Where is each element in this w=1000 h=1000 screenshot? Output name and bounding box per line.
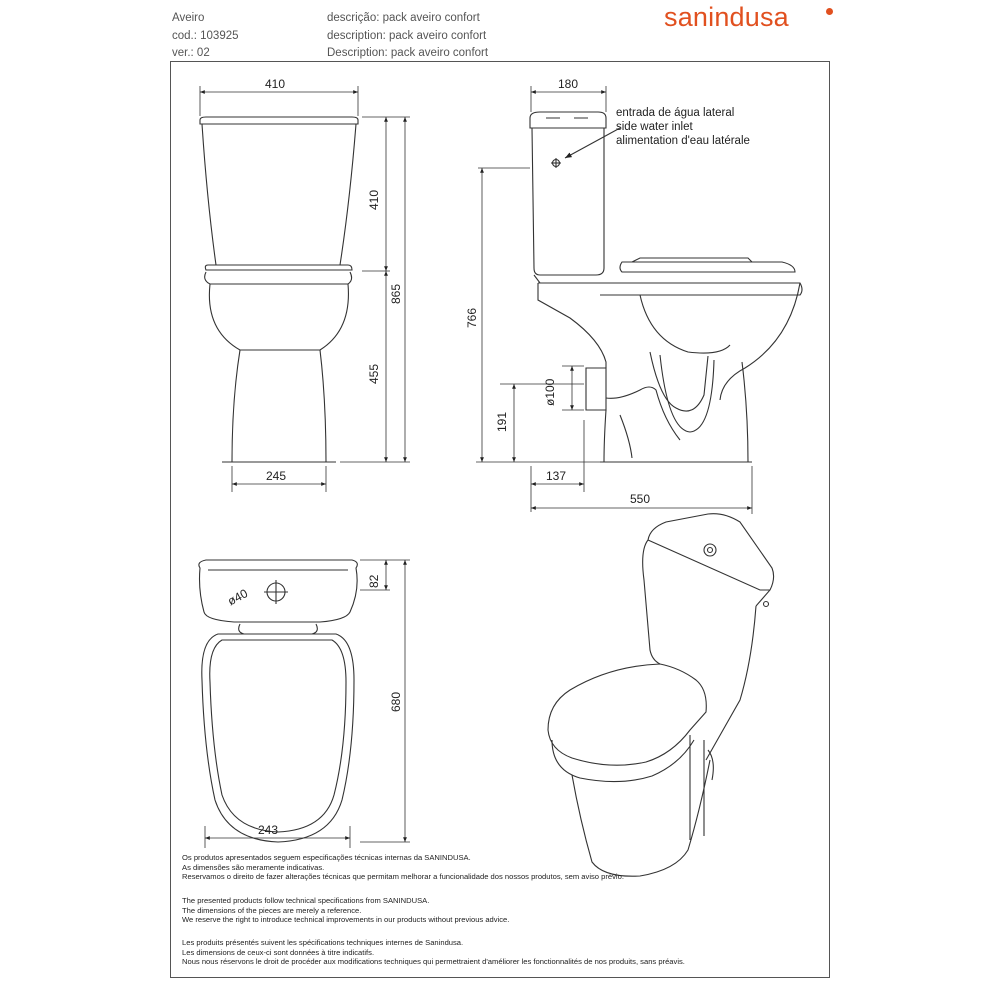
product-code: cod.: 103925 (172, 29, 239, 42)
product-version: ver.: 02 (172, 47, 210, 59)
note-en-2: The dimensions of the pieces are merely a reference. (182, 905, 362, 915)
inlet-note-en: side water inlet (616, 121, 693, 133)
inlet-note-fr: alimentation d'eau latérale (616, 135, 750, 147)
note-pt-3: Reservamos o direito de fazer alterações técnicas que permitam melhorar a funcionalidade dos nossos produtos, sem aviso prévio. (182, 872, 624, 882)
dim-outlet-offset: 137 (546, 469, 567, 483)
dim-base-width: 245 (266, 469, 287, 483)
dim-tank-height: 410 (367, 189, 381, 210)
dim-top-tank-depth: 82 (367, 574, 381, 588)
perspective-view (548, 514, 774, 877)
note-fr-3: Nous nous réservons le droit de procéder aux modifications techniques qui permettraient d'améliorer les fonctionnalités de nos produits, sans préavis. (182, 957, 685, 967)
note-pt-2: As dimensões são meramente indicativas. (182, 862, 325, 872)
dim-side-tank-depth: 180 (558, 77, 579, 91)
model-name: Aveiro (172, 12, 205, 24)
notes-fr (182, 938, 685, 967)
dim-front-width: 410 (265, 77, 286, 91)
dim-bowl-height: 455 (367, 363, 381, 384)
water-inlet-note (616, 106, 750, 148)
note-pt-1: Os produtos apresentados seguem especificações técnicas internas da SANINDUSA. (182, 853, 471, 862)
dim-rim-height: 766 (465, 307, 479, 328)
dim-outlet-height: 191 (495, 411, 509, 432)
dim-inlet-diameter: ø40 (225, 586, 251, 609)
dim-top-length: 680 (389, 691, 403, 712)
brand-logo: sanindusa (664, 2, 789, 32)
front-view (200, 117, 358, 462)
description-pt: descrição: pack aveiro confort (327, 12, 480, 24)
dim-total-depth: 550 (630, 492, 651, 506)
notes-en (182, 896, 509, 925)
notes-pt (182, 853, 624, 882)
dim-outlet-diameter: ø100 (543, 378, 557, 406)
dimension-labels (225, 77, 650, 837)
note-en-3: We reserve the right to introduce technical improvements in our products without previous advice. (182, 915, 510, 925)
dim-top-width: 243 (258, 823, 279, 837)
top-view (199, 560, 357, 842)
side-view (530, 112, 802, 462)
dim-total-height: 865 (389, 283, 403, 304)
note-en-1: The presented products follow technical specifications from SANINDUSA. (182, 896, 430, 905)
inlet-note-pt: entrada de água lateral (616, 107, 735, 119)
description-en: description: pack aveiro confort (327, 29, 487, 42)
note-fr-2: Les dimensions de ceux-ci sont données à titre indicatifs. (182, 947, 375, 957)
description-fr: Description: pack aveiro confort (327, 47, 489, 59)
note-fr-1: Les produits présentés suivent les spécifications techniques internes de Sanindusa. (182, 938, 464, 947)
